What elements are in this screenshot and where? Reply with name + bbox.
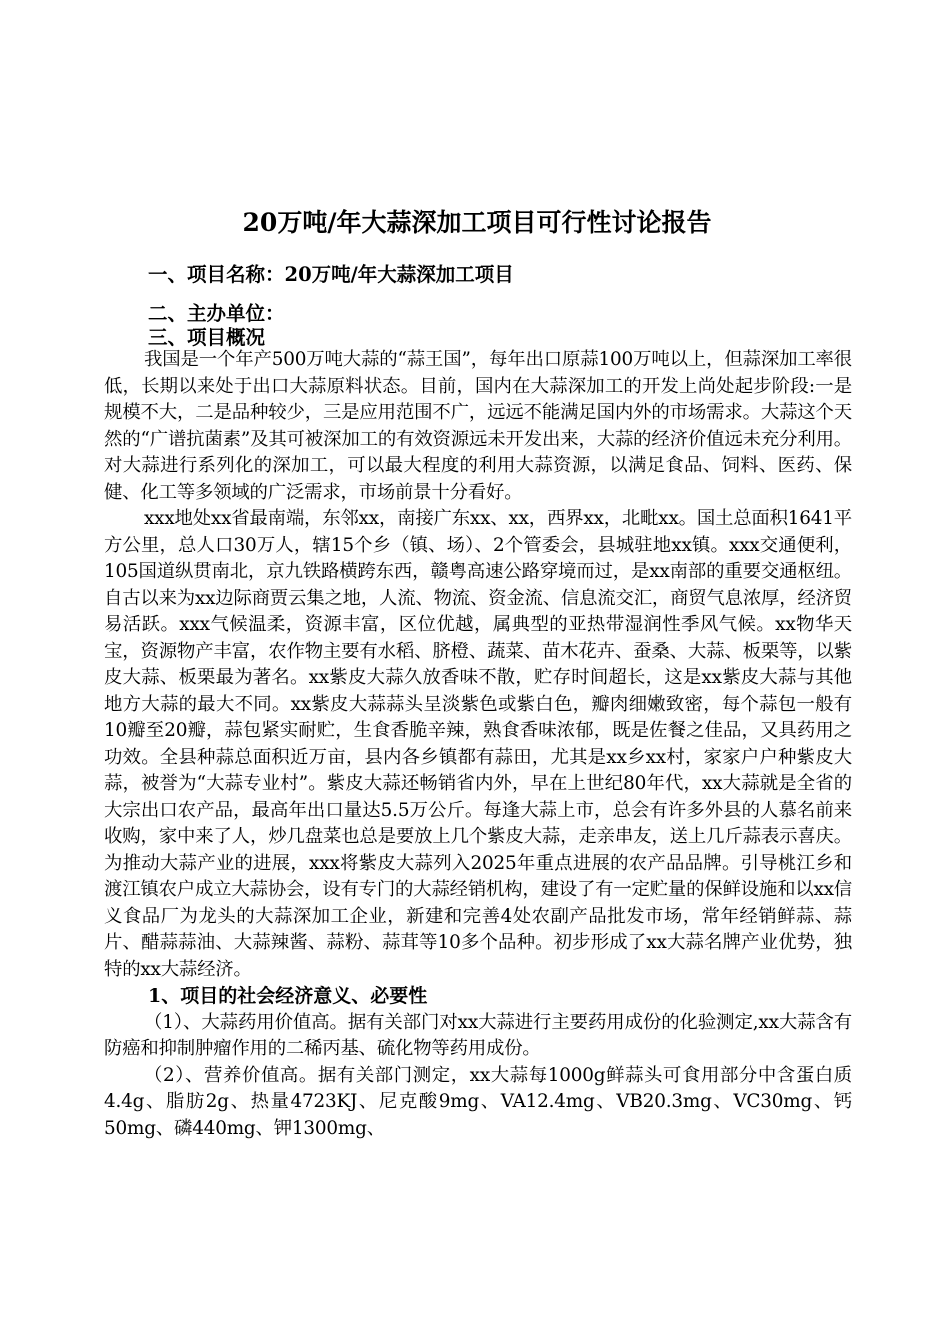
body-paragraph: （1）、大蒜药用价值高。据有关部门对xx大蒜进行主要药用成份的化验测定,xx大蒜含有防癌和抑制肿瘤作用的二稀丙基、硫化物等药用成份。 xyxy=(104,1011,852,1059)
section-project-name: 一、项目名称：20万吨/年大蒜深加工项目 xyxy=(148,263,514,286)
document-body xyxy=(104,347,852,1142)
subsection-heading: 1、项目的社会经济意义、必要性 xyxy=(148,985,428,1007)
section-overview: 三、项目概况 xyxy=(148,326,266,349)
section-sponsor: 二、主办单位： xyxy=(148,302,285,325)
document-title: 20万吨/年大蒜深加工项目可行性讨论报告 xyxy=(242,208,712,237)
body-paragraph: 我国是一个年产500万吨大蒜的“蒜王国”，每年出口原蒜100万吨以上，但蒜深加工率很低，长期以来处于出口大蒜原料状态。目前，国内在大蒜深加工的开发上尚处起步阶段:一是规模不大，二是品种较少，三是应用范围不广，远远不能满足国内外的市场需求。大蒜这个天然的“广谱抗菌素”及其可被深加工的有效资源远未开发出来，大蒜的经济价值远未充分利用。对大蒜进行系列化的深加工，可以最大程度的利用大蒜资源，以满足食品、饲料、医药、保健、化工等多领域的广泛需求，市场前景十分看好。 xyxy=(104,349,852,503)
body-paragraph: （2）、营养价值高。据有关部门测定，xx大蒜每1000g鲜蒜头可食用部分中含蛋白质4.4g、脂肪2g、热量4723KJ、尼克酸9mg、VA12.4mg、VB20.3mg、VC30mg、钙50mg、磷440mg、钾1300mg、 xyxy=(104,1064,852,1139)
body-paragraph: xxx地处xx省最南端，东邻xx，南接广东xx、xx，西界xx，北毗xx。国土总面积1641平方公里，总人口30万人，辖15个乡（镇、场）、2个管委会，县城驻地xx镇。xxx交通便利，105国道纵贯南北，京九铁路横跨东西，赣粤高速公路穿境而过，是xx南部的重要交通枢纽。自古以来为xx边际商贾云集之地，人流、物流、资金流、信息流交汇，商贸气息浓厚，经济贸易活跃。xxx气候温柔，资源丰富，区位优越，属典型的亚热带湿润性季风气候。xx物华天宝，资源物产丰富，农作物主要有水稻、脐橙、蔬菜、苗木花卉、蚕桑、大蒜、板栗等，以紫皮大蒜、板栗最为著名。xx紫皮大蒜久放香味不散，贮存时间超长，这是xx紫皮大蒜与其他地方大蒜的最大不同。xx紫皮大蒜蒜头呈淡紫色或紫白色，瓣肉细嫩致密，每个蒜包一般有10瓣至20瓣，蒜包紧实耐贮，生食香脆辛辣，熟食香味浓郁，既是佐餐之佳品，又具药用之功效。全县种蒜总面积近万亩，县内各乡镇都有蒜田，尤其是xx乡xx村，家家户户种紫皮大蒜，被誉为“大蒜专业村”。紫皮大蒜还畅销省内外，早在上世纪80年代，xx大蒜就是全省的大宗出口农产品，最高年出口量达5.5万公斤。每逢大蒜上市，总会有许多外县的人慕名前来收购，家中来了人，炒几盘菜也总是要放上几个紫皮大蒜，走亲串友，送上几斤蒜表示喜庆。为推动大蒜产业的进展，xxx将紫皮大蒜列入2025年重点进展的农产品品牌。引导桃江乡和渡江镇农户成立大蒜协会，设有专门的大蒜经销机构，建设了有一定贮量的保鲜设施和以xx信义食品厂为龙头的大蒜深加工企业，新建和完善4处农副产品批发市场，常年经销鲜蒜、蒜片、醋蒜蒜油、大蒜辣酱、蒜粉、蒜茸等10多个品种。初步形成了xx大蒜名牌产业优势，独特的xx大蒜经济。 xyxy=(104,508,852,980)
